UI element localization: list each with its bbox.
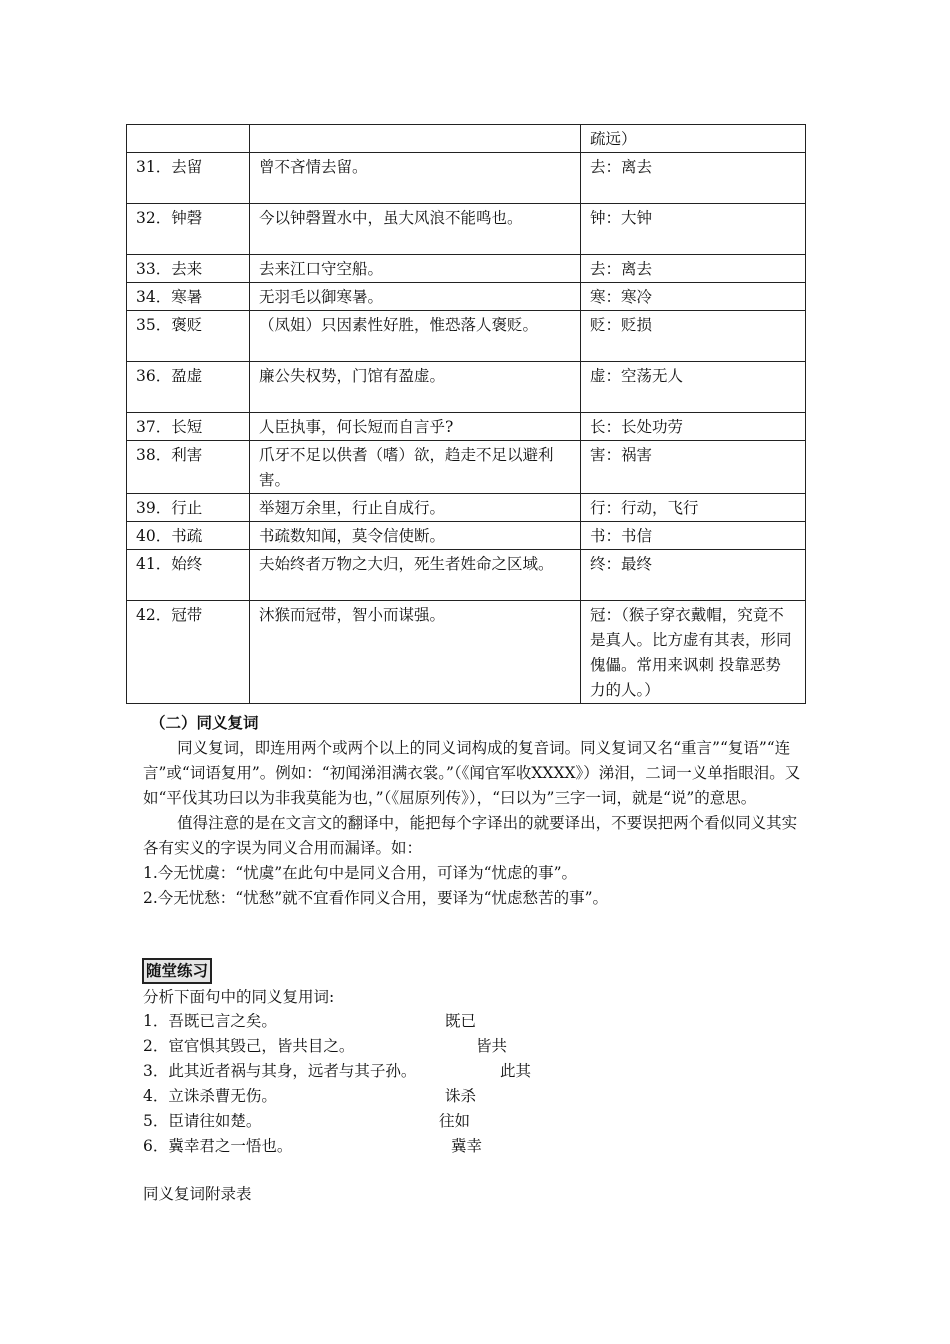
practice-answer: 冀幸 [451,1137,483,1155]
example-cell: 举翅万余里，行止自成行。 [250,494,581,522]
term-cell: 33．去来 [127,255,250,283]
paragraph-note: 值得注意的是在文言文的翻译中，能把每个字译出的就要译出，不要误把两个看似同义其实各有实义的字误为同义合用而漏译。如： [143,814,798,857]
gloss-cell: 虚：空荡无人 [581,362,806,413]
gloss-cell: 寒：寒冷 [581,283,806,311]
practice-question: 6．冀幸君之一悟也。 [143,1137,293,1155]
term-cell: 32．钟磬 [127,204,250,255]
table-row [127,283,806,311]
term-cell: 31．去留 [127,153,250,204]
practice-question: 2．宦官惧其毁己，皆共目之。 [143,1037,355,1055]
term-cell: 39．行止 [127,494,250,522]
gloss-cell: 疏远） [581,125,806,153]
practice-question: 1．吾既已言之矣。 [143,1012,277,1030]
practice-intro: 分析下面句中的同义复用词: [143,988,335,1006]
gloss-cell: 害：祸害 [581,441,806,494]
example-cell: 今以钟磬置水中，虽大风浪不能鸣也。 [250,204,581,255]
term-cell: 37．长短 [127,413,250,441]
list-item [143,1109,663,1134]
practice-answer: 往如 [439,1112,471,1130]
example-line: 2.今无忧愁：“忧愁”就不宜看作同义合用，要译为“忧虑愁苦的事”。 [143,889,608,907]
table-row [127,255,806,283]
table-row [127,601,806,704]
gloss-cell: 冠：（猴子穿衣戴帽，究竟不是真人。比方虚有其表，形同傀儡。常用来讽刺 投靠恶势力的人。） [581,601,806,704]
example-cell: 去来江口守空船。 [250,255,581,283]
table-row [127,413,806,441]
list-item [143,1059,663,1084]
example-cell: 曾不吝情去留。 [250,153,581,204]
practice-list [143,1009,663,1159]
list-item [143,1084,663,1109]
gloss-cell: 行：行动，飞行 [581,494,806,522]
term-cell [127,125,250,153]
term-cell: 38．利害 [127,441,250,494]
list-item [143,1009,663,1034]
practice-answer: 既已 [445,1012,477,1030]
practice-answer: 诛杀 [445,1087,477,1105]
table-row [127,311,806,362]
term-cell: 34．寒暑 [127,283,250,311]
term-cell: 35．褒贬 [127,311,250,362]
table-row [127,125,806,153]
example-cell: 沐猴而冠带，智小而谋强。 [250,601,581,704]
practice-question: 5．臣请往如楚。 [143,1112,262,1130]
table-row [127,204,806,255]
practice-answer: 此其 [500,1062,532,1080]
gloss-cell: 钟：大钟 [581,204,806,255]
table-row [127,550,806,601]
term-cell: 42．冠带 [127,601,250,704]
gloss-cell: 贬：贬损 [581,311,806,362]
example-cell [250,125,581,153]
table-row [127,441,806,494]
term-cell: 40．书疏 [127,522,250,550]
section-heading: （二）同义复词 [150,713,259,732]
example-cell: 人臣执事，何长短而自言乎? [250,413,581,441]
list-item [143,1034,663,1059]
example-cell: 书疏数知闻，莫令信使断。 [250,522,581,550]
example-cell: 无羽毛以御寒暑。 [250,283,581,311]
practice-badge: 随堂练习 [142,958,212,984]
gloss-cell: 去：离去 [581,153,806,204]
practice-question: 4．立诛杀曹无伤。 [143,1087,277,1105]
example-cell: （凤姐）只因素性好胜，惟恐落人褒贬。 [250,311,581,362]
gloss-cell: 长：长处功劳 [581,413,806,441]
table-row [127,153,806,204]
list-item [143,1134,663,1159]
example-cell: 廉公失权势，门馆有盈虚。 [250,362,581,413]
gloss-cell: 书：书信 [581,522,806,550]
gloss-cell: 去：离去 [581,255,806,283]
practice-question: 3．此其近者祸与其身，远者与其子孙。 [143,1062,417,1080]
practice-answer: 皆共 [476,1037,508,1055]
appendix-title: 同义复词附录表 [143,1185,252,1203]
term-cell: 41．始终 [127,550,250,601]
paragraph-definition: 同义复词，即连用两个或两个以上的同义词构成的复音词。同义复词又名“重言”“复语”“连言”或“词语复用”。例如：“初闻涕泪满衣裳。”（《闻官军收XXXX》）涕泪，二词一义单指眼泪。又如“平伐其功曰以为非我莫能为也，”（《屈原列传》），“曰以为”三字一词，就是“说”的意思。 [143,739,801,807]
example-line: 1.今无忧虞：“忧虞”在此句中是同义合用，可译为“忧虑的事”。 [143,864,577,882]
table-row [127,494,806,522]
term-cell: 36．盈虚 [127,362,250,413]
table-row [127,362,806,413]
table-row [127,522,806,550]
vocab-table [126,124,806,704]
gloss-cell: 终：最终 [581,550,806,601]
example-cell: 爪牙不足以供耆（嗜）欲，趋走不足以避利害。 [250,441,581,494]
example-cell: 夫始终者万物之大归，死生者姓命之区域。 [250,550,581,601]
section-body [143,736,811,911]
